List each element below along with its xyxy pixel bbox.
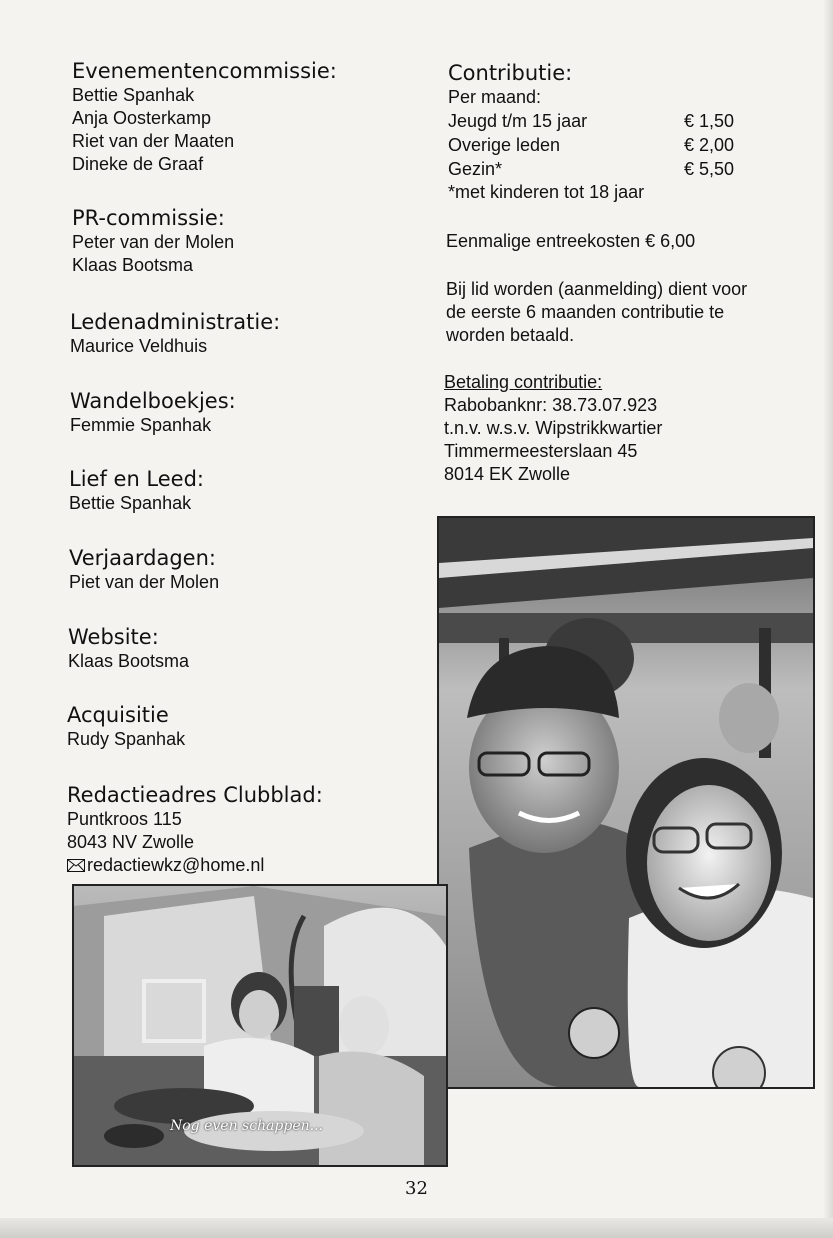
section-pr-commissie — [72, 205, 234, 277]
section-redactieadres — [67, 782, 323, 877]
fee-amount: € 2,00 — [684, 135, 735, 155]
section-heading: Website: — [68, 625, 159, 649]
address-line: 8043 NV Zwolle — [67, 832, 195, 852]
page-number: 32 — [405, 1178, 428, 1199]
member-name: Dineke de Graaf — [72, 154, 204, 174]
section-heading: PR-commissie: — [72, 206, 225, 230]
section-wandelboekjes — [70, 388, 236, 437]
member-name: Anja Oosterkamp — [72, 108, 212, 128]
payment-block — [444, 371, 662, 486]
member-name: Femmie Spanhak — [70, 415, 212, 435]
section-verjaardagen — [69, 545, 219, 594]
photo-image — [439, 518, 813, 1087]
notice-line: worden betaald. — [446, 325, 575, 345]
fee-amount: € 1,50 — [684, 111, 735, 131]
payment-heading: Betaling contributie: — [444, 372, 603, 392]
section-heading: Lief en Leed: — [69, 467, 205, 491]
photo-camping-scene — [72, 884, 448, 1167]
section-heading: Redactieadres Clubblad: — [67, 783, 323, 807]
section-evenementencommissie — [72, 58, 337, 176]
section-lief-en-leed — [69, 466, 204, 515]
member-name: Riet van der Maaten — [72, 131, 235, 151]
section-heading: Acquisitie — [67, 703, 169, 727]
payment-line: 8014 EK Zwolle — [444, 464, 571, 484]
section-heading: Evenementencommissie: — [72, 59, 337, 83]
address-line: Puntkroos 115 — [67, 809, 182, 829]
page-side-shadow — [823, 0, 833, 1238]
payment-line: Timmermeesterslaan 45 — [444, 441, 638, 461]
notice-line: de eerste 6 maanden contributie te — [446, 302, 725, 322]
notice-line: Bij lid worden (aanmelding) dient voor — [446, 279, 748, 299]
fee-footnote: *met kinderen tot 18 jaar — [448, 182, 645, 202]
contribution-block — [448, 60, 735, 204]
fee-amount: € 5,50 — [684, 159, 735, 179]
per-month-label: Per maand: — [448, 87, 542, 107]
payment-line: t.n.v. w.s.v. Wipstrikkwartier — [444, 418, 663, 438]
section-ledenadministratie — [70, 309, 280, 358]
fee-row — [448, 157, 735, 181]
section-acquisitie — [67, 702, 185, 751]
fee-label: Gezin* — [448, 159, 503, 179]
member-name: Rudy Spanhak — [67, 729, 186, 749]
fee-row — [448, 133, 735, 157]
payment-line: Rabobanknr: 38.73.07.923 — [444, 395, 658, 415]
contribution-heading: Contributie: — [448, 61, 573, 85]
entry-fee: Eenmalige entreekosten € 6,00 — [446, 231, 696, 251]
member-name: Klaas Bootsma — [68, 651, 190, 671]
email-line[interactable] — [67, 854, 323, 877]
membership-notice — [446, 278, 747, 347]
member-name: Piet van der Molen — [69, 572, 220, 592]
member-name: Bettie Spanhak — [72, 85, 195, 105]
page-bottom-edge — [0, 1218, 833, 1238]
email-address[interactable]: redactiewkz@home.nl — [87, 855, 265, 875]
section-heading: Verjaardagen: — [69, 546, 216, 570]
section-website — [68, 624, 189, 673]
member-name: Bettie Spanhak — [69, 493, 192, 513]
member-name: Maurice Veldhuis — [70, 336, 208, 356]
photo-two-walkers — [437, 516, 815, 1089]
fee-row — [448, 109, 735, 133]
section-heading: Wandelboekjes: — [70, 389, 236, 413]
fee-label: Overige leden — [448, 135, 561, 155]
member-name: Klaas Bootsma — [72, 255, 194, 275]
member-name: Peter van der Molen — [72, 232, 235, 252]
fee-label: Jeugd t/m 15 jaar — [448, 111, 588, 131]
section-heading: Ledenadministratie: — [70, 310, 281, 334]
photo-caption: Nog even schappen... — [170, 1118, 324, 1134]
envelope-icon — [67, 859, 85, 872]
